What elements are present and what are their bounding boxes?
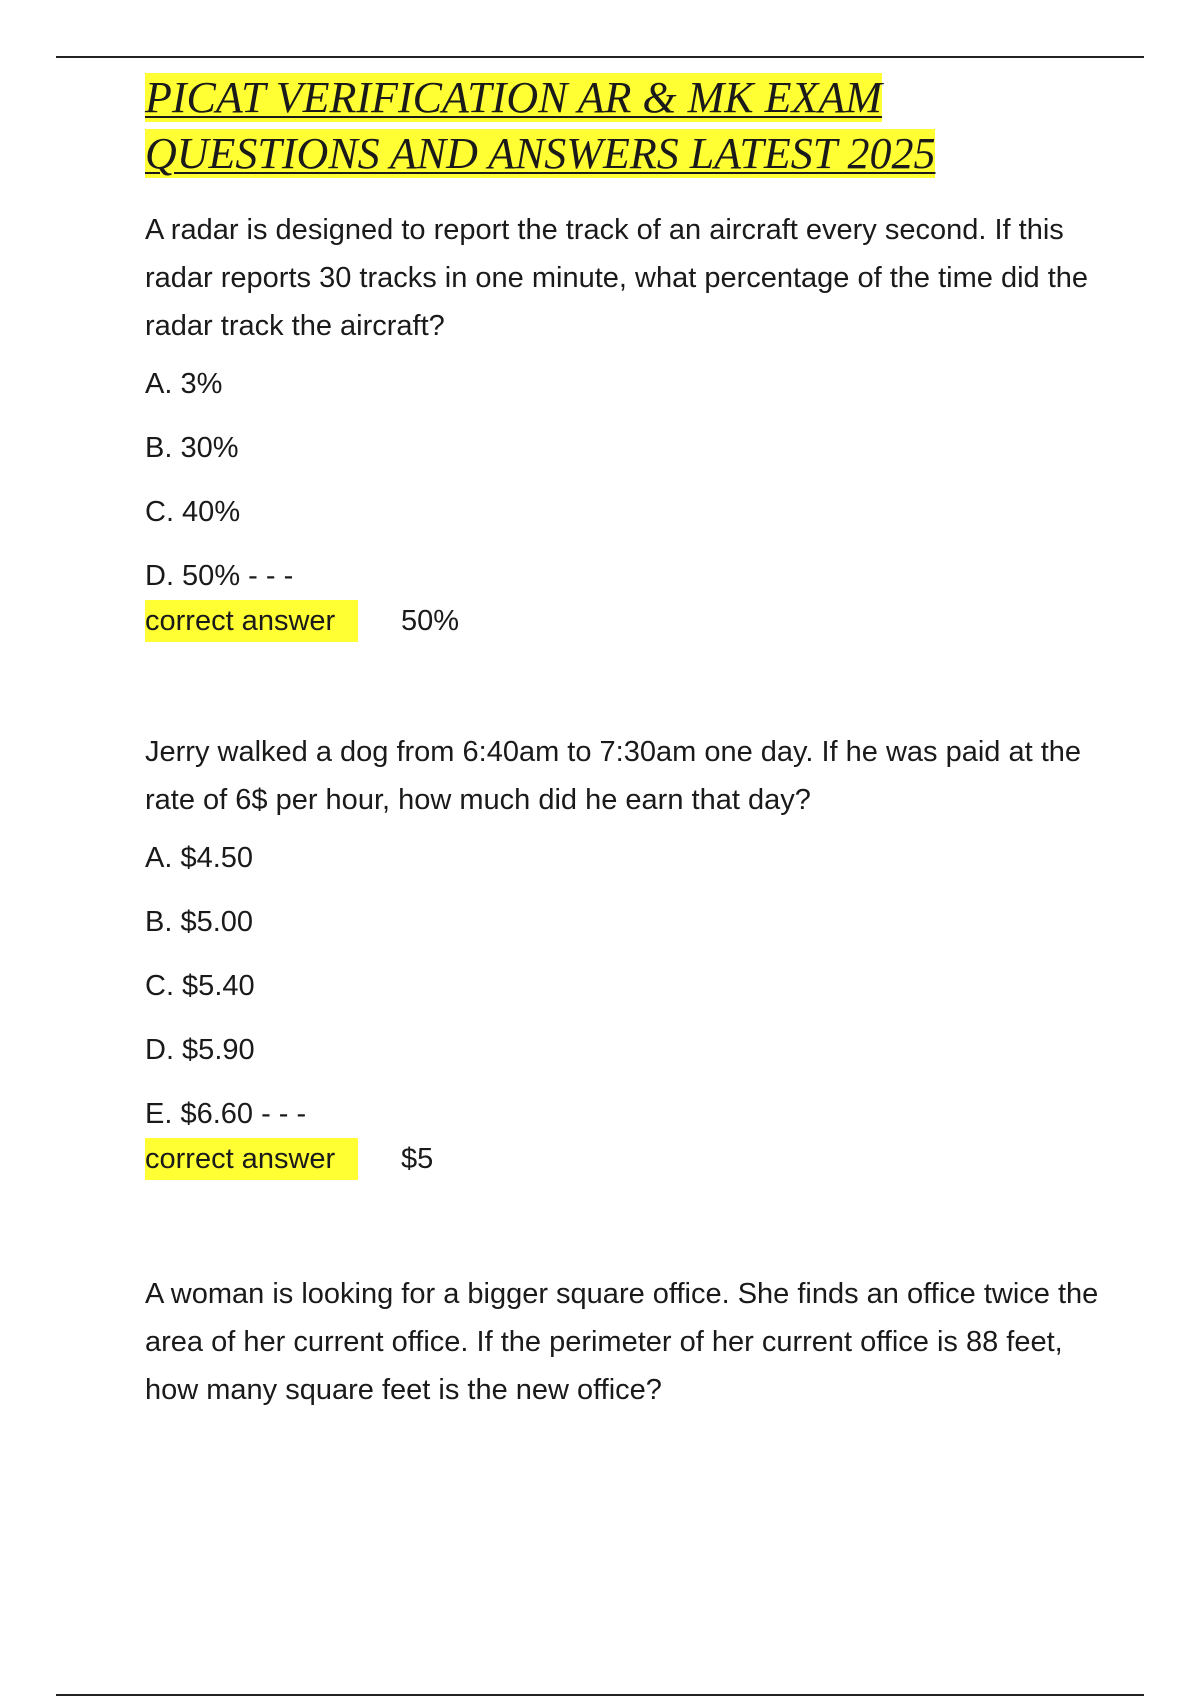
document-title xyxy=(145,70,1105,182)
question-block-1 xyxy=(145,206,1105,642)
option-2c: C. $5.40 xyxy=(145,970,255,1002)
answer-label-2: correct answer xyxy=(145,1138,358,1180)
question-block-2 xyxy=(145,728,1105,1180)
option-2a: A. $4.50 xyxy=(145,842,254,874)
answer-row-1 xyxy=(145,600,1105,642)
option-1d: D. 50% - - - xyxy=(145,560,294,592)
option-1c: C. 40% xyxy=(145,496,241,528)
answer-value-2: $5 xyxy=(401,1143,434,1175)
answer-row-2 xyxy=(145,1138,1105,1180)
answer-label-1: correct answer xyxy=(145,600,358,642)
question-text-1: A radar is designed to report the track of an aircraft every second. If this radar reports 30 tracks in one minute, what percentage of the time did the radar track the aircraft? xyxy=(145,214,1089,342)
bottom-rule xyxy=(56,1694,1144,1696)
document-body xyxy=(145,70,1105,1414)
title-line-2: QUESTIONS AND ANSWERS LATEST 2025 xyxy=(145,129,936,178)
option-1a: A. 3% xyxy=(145,368,223,400)
option-1b: B. 30% xyxy=(145,432,239,464)
option-2d: D. $5.90 xyxy=(145,1034,255,1066)
answer-value-1: 50% xyxy=(401,605,460,637)
option-2e: E. $6.60 - - - xyxy=(145,1098,307,1130)
question-block-3 xyxy=(145,1270,1105,1414)
question-text-3: A woman is looking for a bigger square office. She finds an office twice the area of her current office. If the perimeter of her current office is 88 feet, how many square feet is the new office? xyxy=(145,1278,1099,1406)
question-text-2: Jerry walked a dog from 6:40am to 7:30am one day. If he was paid at the rate of 6$ per hour, how much did he earn that day? xyxy=(145,736,1082,816)
top-rule xyxy=(56,56,1144,58)
title-line-1: PICAT VERIFICATION AR & MK EXAM xyxy=(145,73,882,122)
option-2b: B. $5.00 xyxy=(145,906,254,938)
